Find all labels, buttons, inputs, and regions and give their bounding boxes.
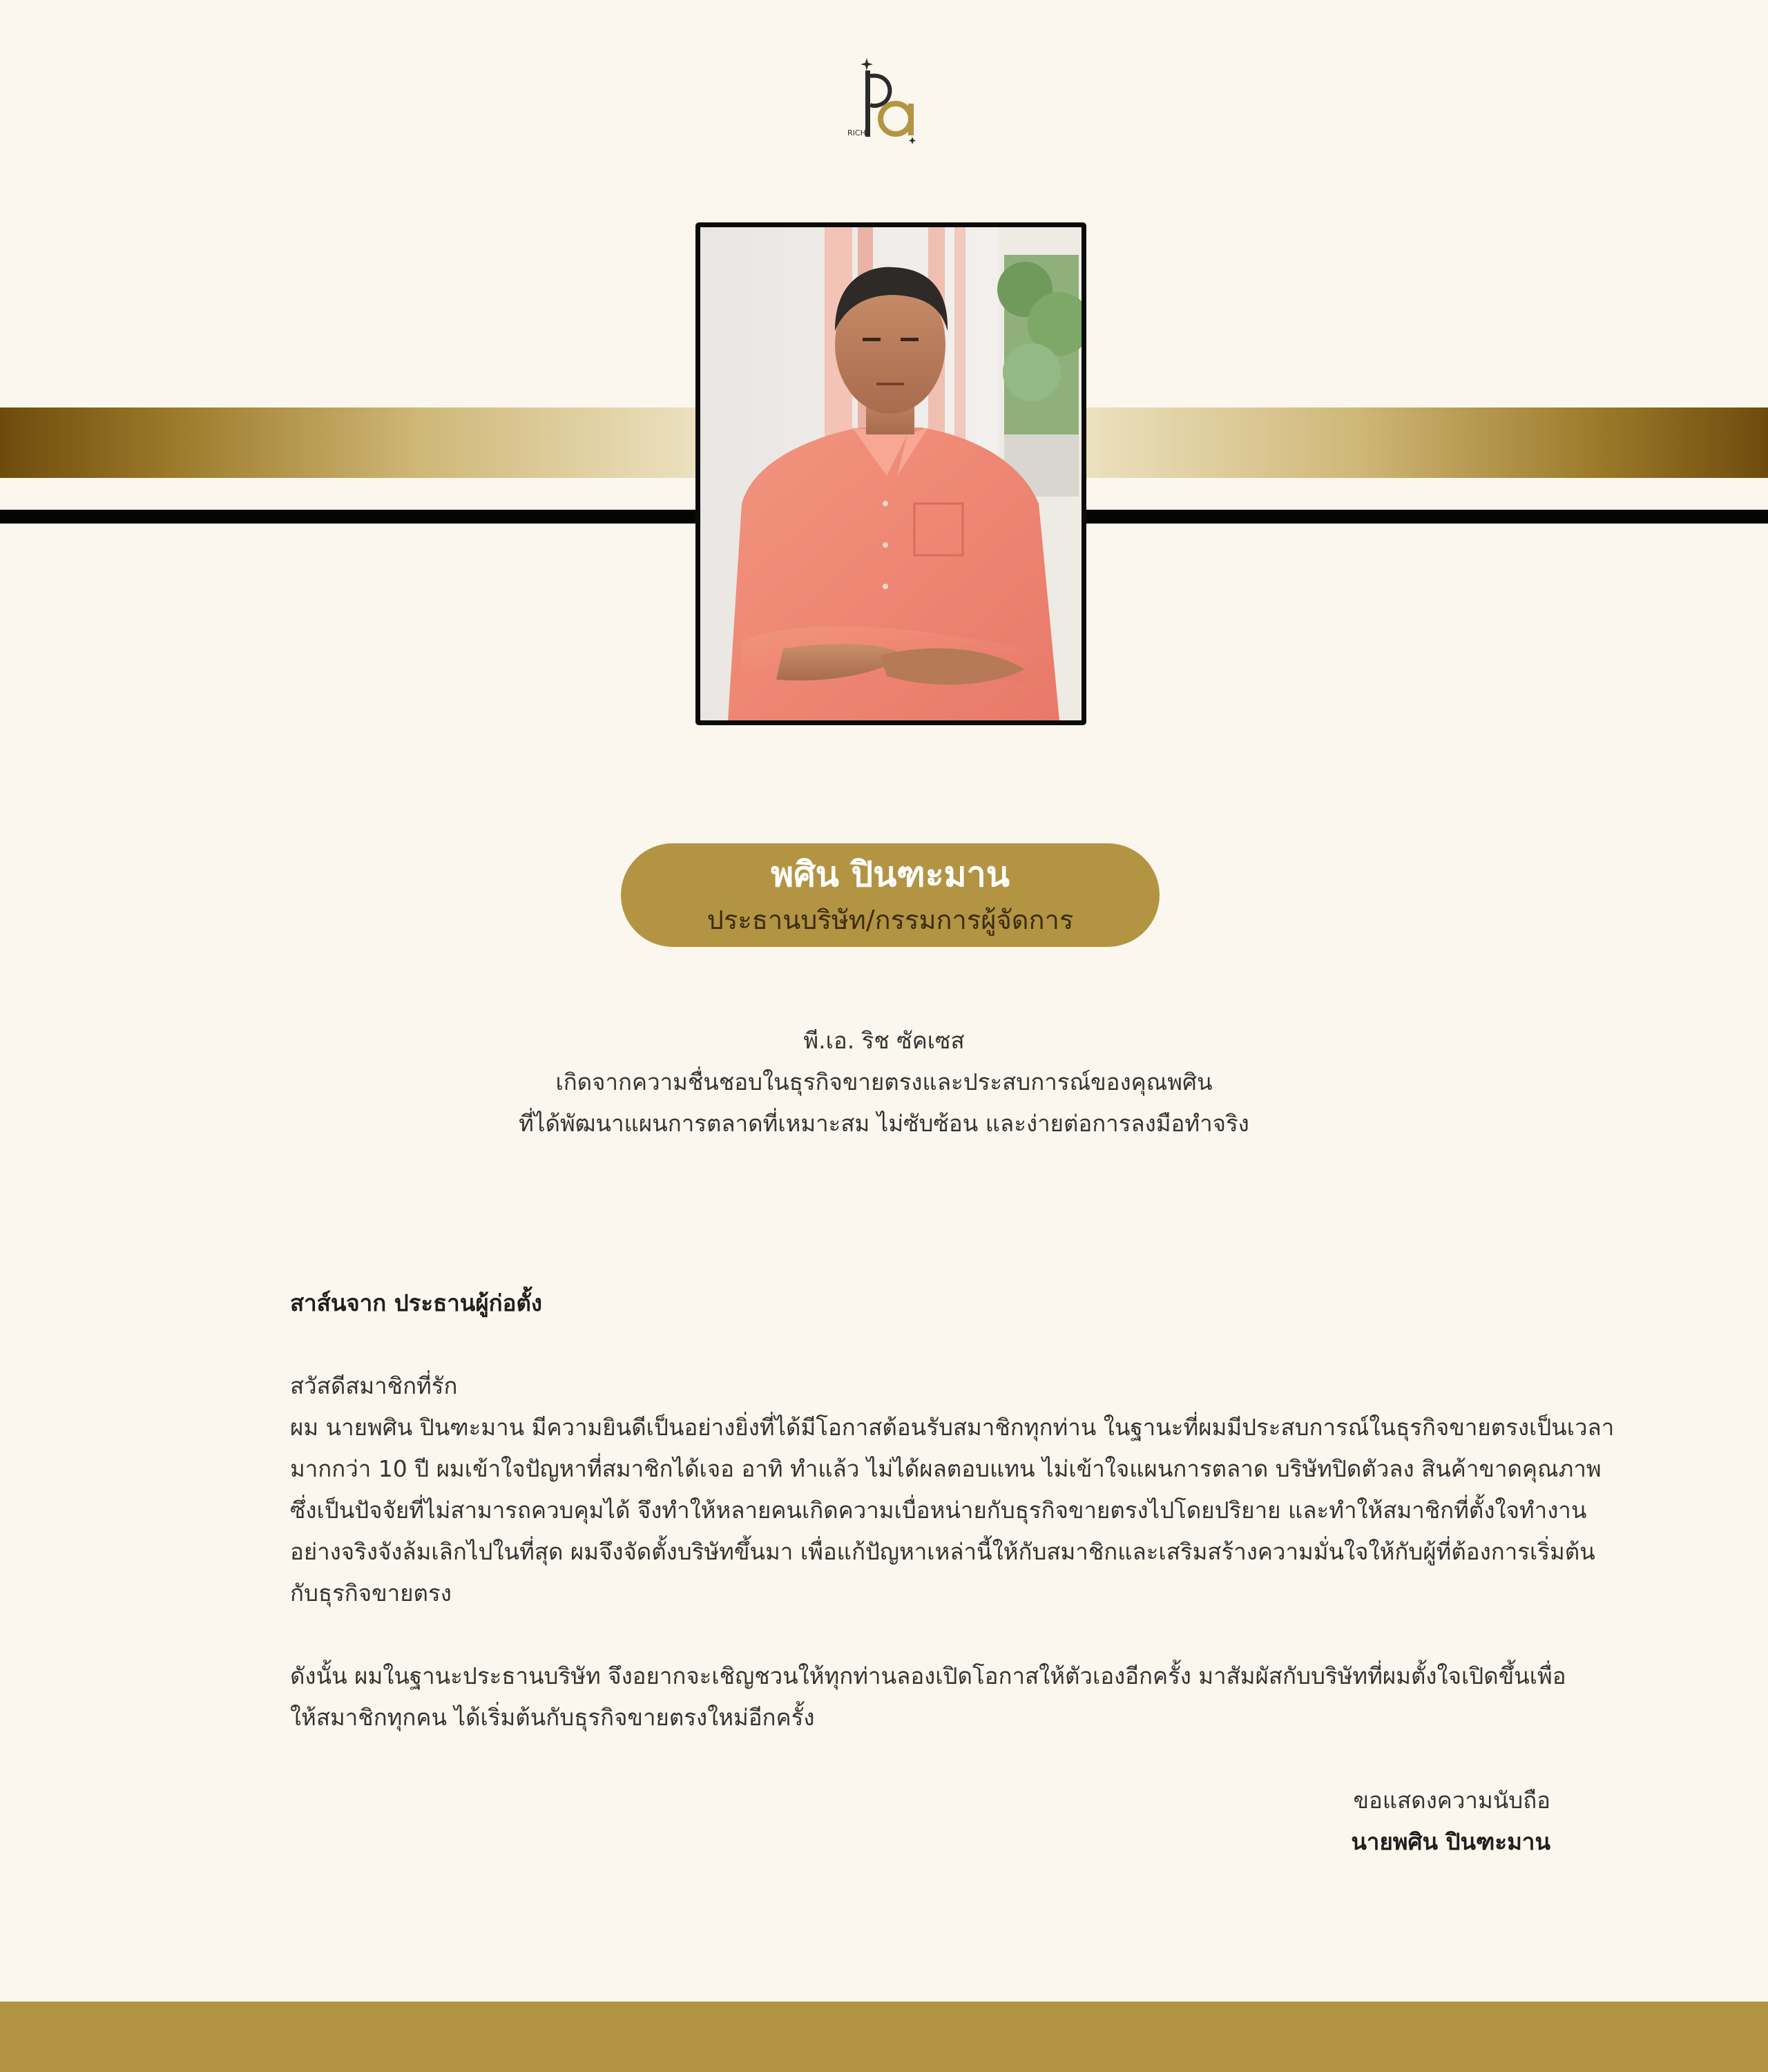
signer-name: นายพศิน ปินฑะมาน [1351, 1828, 1550, 1855]
footer-gold-band [0, 2002, 1768, 2072]
gold-gradient-band-right [1086, 407, 1768, 478]
company-intro [387, 1020, 1381, 1144]
profile-name-badge [621, 843, 1160, 947]
spacer [290, 1614, 1533, 1656]
logo-caption: RICH [847, 128, 866, 137]
gold-gradient-band-left [0, 407, 698, 478]
message-heading: สาส์นจาก ประธานผู้ก่อตั้ง [290, 1289, 543, 1316]
message-greeting: สวัสดีสมาชิกที่รัก [290, 1372, 458, 1399]
message-paragraph-line: ดังนั้น ผมในฐานะประธานบริษัท จึงอยากจะเชิญชวนให้ทุกท่านลองเปิดโอกาสให้ตัวเองอีกครั้ง มาสัมผัสกับบริษัทที่ผมตั้งใจเปิดขึ้นเพื่อ [290, 1662, 1566, 1689]
message-paragraph-line: มากกว่า 10 ปี ผมเข้าใจปัญหาที่สมาชิกได้เจอ อาทิ ทำแล้ว ไม่ได้ผลตอบแทน ไม่เข้าใจแผนการตลาด บริษัทปิดตัวลง สินค้าขาดคุณภาพ [290, 1455, 1602, 1482]
intro-line: ที่ได้พัฒนาแผนการตลาดที่เหมาะสม ไม่ซับซ้อน และง่ายต่อการลงมือทำจริง [519, 1110, 1249, 1137]
intro-line: เกิดจากความชื่นชอบในธุรกิจขายตรงและประสบการณ์ของคุณพศิน [555, 1068, 1213, 1095]
founder-message [290, 1283, 1615, 1738]
profile-role: ประธานบริษัท/กรรมการผู้จัดการ [707, 905, 1074, 935]
message-paragraph-line: ซึ่งเป็นปัจจัยที่ไม่สามารถควบคุมได้ จึงทำให้หลายคนเกิดความเบื่อหน่ายกับธุรกิจขายตรงไปโดยปริยาย และทำให้สมาชิกที่ตั้งใจทำงาน [290, 1497, 1587, 1524]
message-paragraph-line: ผม นายพศิน ปินฑะมาน มีความยินดีเป็นอย่างยิ่งที่ได้มีโอกาสต้อนรับสมาชิกทุกท่าน ในฐานะที่ผมมีประสบการณ์ในธุรกิจขายตรงเป็นเวลา [290, 1414, 1615, 1441]
profile-name: พศิน ปินฑะมาน [771, 854, 1010, 894]
founder-portrait [695, 222, 1086, 725]
signature-block [1351, 1780, 1550, 1863]
brand-logo[interactable] [846, 55, 929, 152]
closing-text: ขอแสดงความนับถือ [1353, 1787, 1550, 1814]
intro-line: พี.เอ. ริช ซัคเซส [803, 1027, 965, 1054]
message-paragraph-line: อย่างจริงจังล้มเลิกไปในที่สุด ผมจึงจัดตั้งบริษัทขึ้นมา เพื่อแก้ปัญหาเหล่านี้ให้กับสมาชิกและเสริมสร้างความมั่นใจให้กับผู้ที่ต้องการเริ่มต้น [290, 1538, 1595, 1565]
message-paragraph-line: ให้สมาชิกทุกคน ได้เริ่มต้นกับธุรกิจขายตรงใหม่อีกครั้ง [290, 1704, 815, 1731]
spacer [290, 1324, 1533, 1365]
message-paragraph-line: กับธุรกิจขายตรง [290, 1580, 452, 1606]
